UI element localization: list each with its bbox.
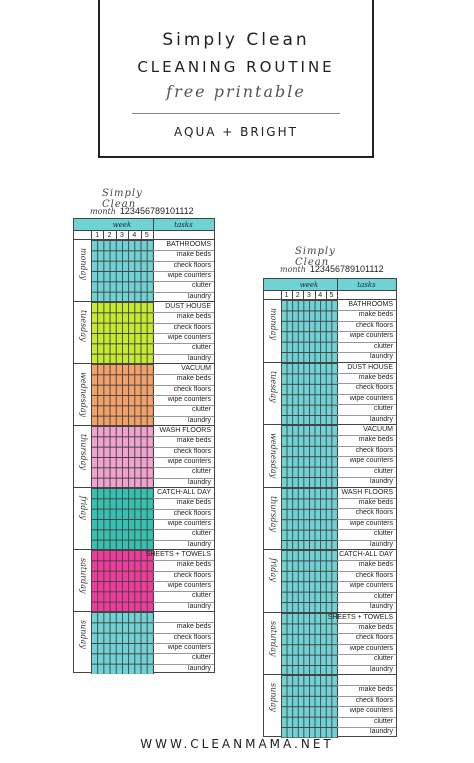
task-list: [337, 550, 396, 612]
week-divider: [337, 291, 338, 299]
task-item: laundry: [188, 416, 211, 424]
task-divider: [337, 685, 396, 686]
day-block-thursday: [264, 488, 396, 551]
task-item: clutter: [373, 655, 393, 663]
task-divider: [337, 696, 396, 697]
day-block-tuesday: [264, 363, 396, 426]
task-item: DUST HOUSE: [165, 303, 211, 310]
day-label: friday: [79, 496, 88, 520]
task-item: make beds: [176, 437, 211, 445]
day-label: saturday: [79, 558, 88, 594]
week-number: 3: [120, 232, 124, 239]
task-item: make beds: [358, 498, 393, 506]
task-item: laundry: [370, 478, 393, 486]
task-item: make beds: [358, 311, 393, 319]
task-list: [145, 550, 214, 611]
task-item: clutter: [373, 405, 393, 413]
task-item: WASH FLOORS: [159, 427, 211, 434]
task-divider: [337, 331, 396, 332]
task-list: [153, 364, 214, 425]
week-divider: [315, 291, 316, 299]
task-item: clutter: [191, 592, 211, 600]
day-block-sunday: [74, 612, 214, 674]
week-divider: [153, 231, 154, 239]
grid-header: [264, 279, 396, 291]
task-item: check floors: [355, 634, 393, 642]
task-item: check floors: [173, 571, 211, 579]
task-item: laundry: [370, 728, 393, 736]
task-item: make beds: [176, 623, 211, 631]
task-divider: [337, 352, 396, 353]
task-divider: [337, 467, 396, 468]
title-line-4: AQUA + BRIGHT: [174, 125, 298, 139]
task-list: [153, 488, 214, 549]
task-divider: [153, 540, 214, 541]
day-label: wednesday: [79, 372, 88, 418]
task-divider: [337, 706, 396, 707]
task-divider: [337, 571, 396, 572]
task-divider: [337, 633, 396, 634]
task-item: laundry: [370, 665, 393, 673]
task-divider: [153, 292, 214, 293]
grid-header: [74, 219, 214, 231]
task-divider: [153, 509, 214, 510]
task-item: laundry: [188, 540, 211, 548]
task-divider: [337, 394, 396, 395]
task-divider: [153, 281, 214, 282]
month-label: month: [280, 265, 306, 274]
week-label: week: [112, 221, 132, 229]
task-item: laundry: [370, 540, 393, 548]
brand-label: Simply Clean: [102, 188, 143, 210]
task-item: make beds: [358, 561, 393, 569]
task-divider: [337, 321, 396, 322]
task-divider: [337, 529, 396, 530]
task-divider: [153, 478, 214, 479]
day-block-thursday: [74, 426, 214, 488]
task-item: wipe counters: [349, 644, 393, 652]
task-item: BATHROOMS: [166, 241, 211, 248]
checkbox-grid[interactable]: [91, 612, 154, 674]
task-list: [153, 426, 214, 487]
task-divider: [153, 571, 214, 572]
task-divider: [153, 664, 214, 665]
task-divider: [337, 717, 396, 718]
routine-grid: [263, 278, 397, 737]
month-numbers: 123456789101112: [119, 206, 194, 216]
task-list: [153, 302, 214, 363]
task-divider: [337, 727, 396, 728]
task-divider: [337, 383, 396, 384]
task-item: VACUUM: [181, 365, 211, 372]
task-item: check floors: [355, 384, 393, 392]
task-item: wipe counters: [349, 519, 393, 527]
checkbox-grid[interactable]: [281, 488, 338, 550]
task-item: laundry: [370, 415, 393, 423]
task-divider: [337, 415, 396, 416]
task-item: clutter: [373, 717, 393, 725]
header-divider: [337, 279, 338, 290]
task-list: [337, 363, 396, 425]
task-item: laundry: [188, 292, 211, 300]
checkbox-grid[interactable]: [281, 300, 338, 362]
task-divider: [153, 498, 214, 499]
task-item: wipe counters: [167, 582, 211, 589]
checkbox-grid[interactable]: [281, 613, 338, 675]
task-item: laundry: [188, 478, 211, 486]
task-divider: [153, 250, 214, 251]
task-item: wipe counters: [167, 396, 211, 403]
task-divider: [337, 654, 396, 655]
day-block-saturday: [74, 550, 214, 612]
title-box: [98, 0, 374, 158]
task-item: make beds: [176, 561, 211, 569]
task-item: make beds: [358, 373, 393, 381]
day-label: sunday: [269, 683, 278, 712]
month-numbers: 123456789101112: [309, 264, 384, 274]
task-item: clutter: [191, 468, 211, 476]
task-divider: [337, 592, 396, 593]
task-divider: [153, 385, 214, 386]
week-number: 3: [307, 292, 311, 299]
brand-label: Simply Clean: [295, 246, 336, 268]
task-item: laundry: [188, 664, 211, 672]
task-item: clutter: [191, 654, 211, 662]
task-divider: [337, 310, 396, 311]
task-divider: [337, 404, 396, 405]
task-item: check floors: [173, 261, 211, 269]
task-divider: [153, 354, 214, 355]
week-divider: [91, 231, 92, 239]
task-list: [337, 675, 396, 738]
task-item: clutter: [191, 282, 211, 290]
task-item: check floors: [173, 447, 211, 455]
week-divider: [141, 231, 142, 239]
footer-url: WWW.CLEANMAMA.NET: [140, 737, 334, 751]
checkbox-grid[interactable]: [281, 425, 338, 487]
week-divider: [326, 291, 327, 299]
day-block-friday: [264, 550, 396, 613]
task-divider: [153, 447, 214, 448]
task-item: laundry: [188, 602, 211, 610]
task-item: WASH FLOORS: [341, 488, 393, 496]
task-item: make beds: [358, 686, 393, 694]
task-divider: [153, 633, 214, 634]
day-label: monday: [269, 308, 278, 340]
week-number-row: [264, 291, 396, 300]
week-number: 2: [295, 292, 300, 299]
task-divider: [153, 581, 214, 582]
task-item: wipe counters: [167, 520, 211, 527]
day-label: saturday: [269, 620, 278, 656]
week-number: 5: [329, 292, 334, 299]
task-divider: [153, 602, 214, 603]
task-item: clutter: [191, 530, 211, 538]
month-row: [90, 206, 194, 216]
day-label: thursday: [269, 495, 278, 532]
task-divider: [153, 261, 214, 262]
task-item: wipe counters: [349, 582, 393, 590]
task-item: check floors: [173, 509, 211, 517]
checkbox-grid[interactable]: [91, 426, 154, 487]
routine-grid: [73, 218, 215, 673]
checkbox-grid[interactable]: [281, 550, 338, 612]
task-divider: [153, 312, 214, 313]
week-number-row: [74, 231, 214, 240]
task-divider: [153, 395, 214, 396]
tasks-label: tasks: [174, 221, 193, 229]
task-divider: [153, 405, 214, 406]
task-list: [153, 240, 214, 301]
task-divider: [153, 591, 214, 592]
day-label: sunday: [79, 620, 88, 649]
task-item: wipe counters: [167, 458, 211, 465]
title-line-1: Simply Clean: [162, 30, 310, 50]
task-item: check floors: [355, 446, 393, 454]
task-divider: [153, 416, 214, 417]
week-number: 5: [144, 232, 149, 239]
task-item: clutter: [373, 467, 393, 475]
day-label: thursday: [79, 434, 88, 470]
day-block-friday: [74, 488, 214, 550]
task-list: [337, 425, 396, 487]
week-divider: [292, 291, 293, 299]
task-item: clutter: [191, 406, 211, 414]
task-item: check floors: [355, 696, 393, 704]
task-item: wipe counters: [349, 707, 393, 715]
day-block-wednesday: [264, 425, 396, 488]
task-divider: [337, 519, 396, 520]
title-divider: [132, 113, 340, 114]
task-item: SHEETS + TOWELS: [327, 613, 393, 621]
week-divider: [128, 231, 129, 239]
task-divider: [337, 581, 396, 582]
task-divider: [153, 653, 214, 654]
week-number: 2: [107, 232, 112, 239]
task-divider: [153, 622, 214, 623]
task-item: clutter: [373, 342, 393, 350]
task-item: make beds: [358, 623, 393, 631]
task-item: wipe counters: [349, 394, 393, 402]
task-item: make beds: [176, 313, 211, 321]
week-number: 4: [132, 232, 137, 239]
task-divider: [337, 446, 396, 447]
checkbox-grid[interactable]: [91, 488, 154, 549]
task-item: clutter: [373, 530, 393, 538]
task-divider: [153, 333, 214, 334]
task-divider: [153, 519, 214, 520]
title-line-2: CLEANING ROUTINE: [137, 58, 335, 76]
week-divider: [103, 231, 104, 239]
task-divider: [153, 457, 214, 458]
task-divider: [337, 623, 396, 624]
header-divider: [153, 219, 154, 230]
day-block-monday: [264, 300, 396, 363]
task-divider: [337, 665, 396, 666]
task-item: check floors: [355, 321, 393, 329]
task-divider: [337, 456, 396, 457]
checkbox-grid[interactable]: [281, 363, 338, 425]
task-divider: [337, 373, 396, 374]
task-item: check floors: [173, 633, 211, 641]
task-item: CATCH-ALL DAY: [157, 489, 211, 496]
task-item: laundry: [370, 353, 393, 361]
task-list: [153, 612, 214, 674]
day-label: wednesday: [269, 433, 278, 479]
task-item: DUST HOUSE: [347, 363, 393, 371]
task-divider: [337, 435, 396, 436]
title-line-3: free printable: [166, 82, 306, 101]
week-number: 1: [284, 292, 289, 299]
task-item: wipe counters: [167, 334, 211, 341]
task-item: check floors: [355, 509, 393, 517]
checkbox-grid[interactable]: [91, 302, 154, 363]
task-item: make beds: [176, 375, 211, 383]
month-label: month: [90, 207, 116, 216]
month-row: [280, 264, 384, 274]
task-divider: [337, 498, 396, 499]
task-list: [327, 613, 396, 675]
day-block-monday: [74, 240, 214, 302]
task-item: make beds: [176, 499, 211, 507]
task-item: check floors: [173, 323, 211, 331]
task-item: check floors: [355, 571, 393, 579]
task-item: wipe counters: [349, 457, 393, 465]
task-item: clutter: [373, 592, 393, 600]
week-label: week: [299, 281, 319, 289]
task-item: VACUUM: [363, 426, 393, 433]
week-divider: [281, 291, 282, 299]
tasks-label: tasks: [357, 281, 376, 289]
day-label: tuesday: [269, 370, 278, 403]
week-divider: [116, 231, 117, 239]
task-divider: [153, 436, 214, 437]
task-list: [337, 488, 396, 550]
task-item: laundry: [188, 354, 211, 362]
task-item: SHEETS + TOWELS: [145, 551, 211, 558]
week-divider: [303, 291, 304, 299]
task-divider: [337, 602, 396, 603]
task-divider: [153, 643, 214, 644]
checkbox-grid[interactable]: [91, 364, 154, 425]
task-item: make beds: [358, 436, 393, 444]
task-divider: [337, 342, 396, 343]
week-number: 1: [95, 232, 100, 239]
task-divider: [337, 540, 396, 541]
task-item: laundry: [370, 603, 393, 611]
task-item: BATHROOMS: [348, 301, 393, 308]
checkbox-grid[interactable]: [91, 240, 154, 301]
task-item: clutter: [191, 344, 211, 352]
task-item: wipe counters: [349, 332, 393, 340]
task-item: check floors: [173, 385, 211, 393]
task-divider: [153, 374, 214, 375]
checkbox-grid[interactable]: [91, 550, 154, 611]
task-divider: [337, 560, 396, 561]
task-divider: [337, 644, 396, 645]
task-divider: [153, 271, 214, 272]
task-item: wipe counters: [167, 644, 211, 651]
task-divider: [153, 560, 214, 561]
task-divider: [153, 529, 214, 530]
day-label: friday: [269, 558, 278, 582]
day-block-wednesday: [74, 364, 214, 426]
task-item: wipe counters: [167, 272, 211, 279]
task-item: make beds: [176, 251, 211, 259]
day-block-sunday: [264, 675, 396, 738]
week-number: 4: [318, 292, 323, 299]
checkbox-grid[interactable]: [281, 675, 338, 738]
day-label: monday: [79, 248, 88, 280]
task-list: [337, 300, 396, 362]
task-divider: [153, 323, 214, 324]
task-item: CATCH-ALL DAY: [339, 551, 393, 558]
task-divider: [337, 477, 396, 478]
task-divider: [153, 467, 214, 468]
day-label: tuesday: [79, 310, 88, 342]
day-block-tuesday: [74, 302, 214, 364]
task-divider: [337, 508, 396, 509]
task-divider: [153, 343, 214, 344]
day-block-saturday: [264, 613, 396, 676]
